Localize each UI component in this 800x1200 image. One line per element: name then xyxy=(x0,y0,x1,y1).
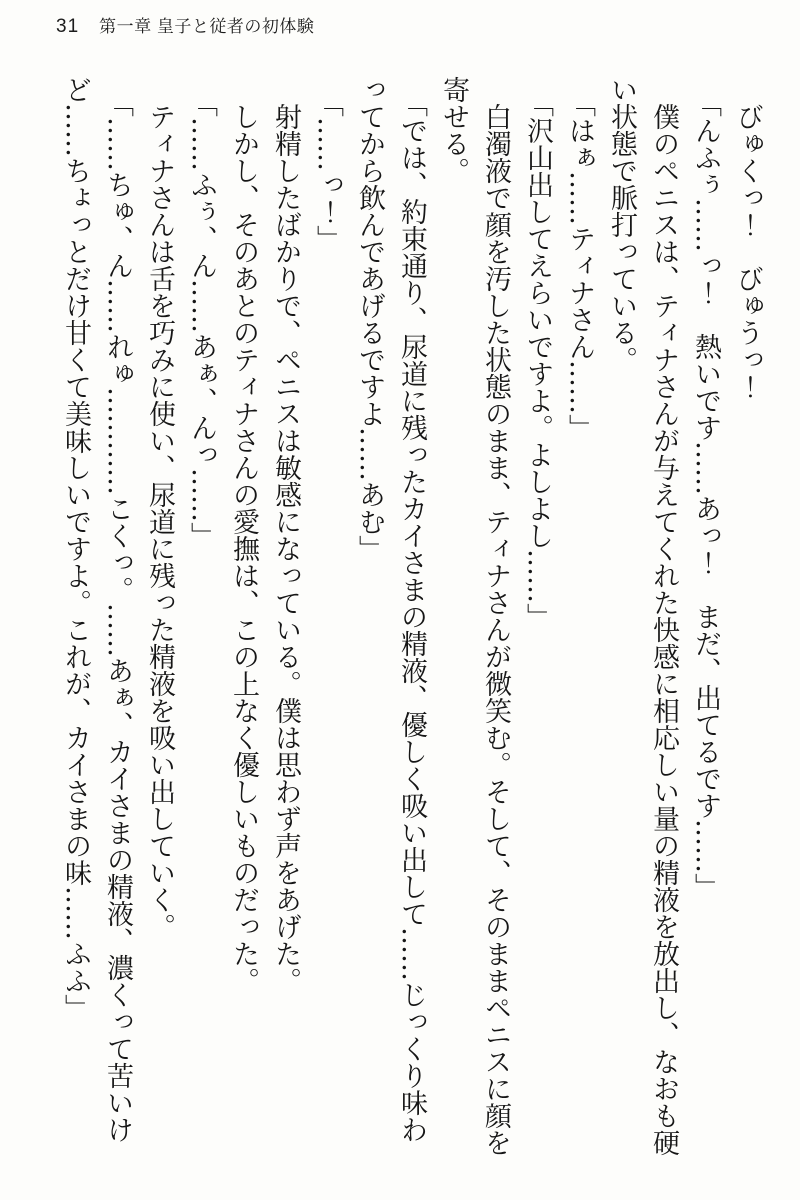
page-number: 31 xyxy=(56,16,80,37)
paragraph: 「……っ！」 xyxy=(312,89,343,252)
paragraph: 「はぁ……ティナさん……」 xyxy=(564,89,595,441)
chapter-title: 第一章 皇子と従者の初体験 xyxy=(99,17,315,36)
paragraph: 射精したばかりで、ペニスは敏感になっている。僕は思わず声をあげた。 xyxy=(270,103,301,994)
paragraph: しかし、そのあとのティナさんの愛撫は、この上なく優しいものだった。 xyxy=(228,103,259,994)
paragraph: 「んふぅ……っ！ 熱いです……あっ！ まだ、出てるです……」 xyxy=(690,89,721,900)
paragraph: 白濁液で顔を汚した状態のまま、ティナさんが微笑む。そして、そのままペニスに顔を寄せる。 xyxy=(438,76,511,1156)
paragraph: 「では、約束通り、尿道に残ったカイさまの精液、優しく吸い出して……じっくり味わってから飲んであげるですよ……あむ」 xyxy=(354,76,427,1143)
paragraph: 「……ちゅ、ん……れゅ…………こくっ。……あぁ、カイさまの精液、濃くって苦いけど……ちょっとだけ甘くて美味しいですよ。これが、カイさまの味……ふふ」 xyxy=(60,76,133,1143)
paragraph: びゅくっ！ びゅうっ！ xyxy=(732,103,763,400)
paragraph: ティナさんは舌を巧みに使い、尿道に残った精液を吸い出していく。 xyxy=(144,103,175,940)
page-header xyxy=(56,12,314,38)
text-block xyxy=(54,76,768,1166)
paragraph: 僕のペニスは、ティナさんが与えてくれた快感に相応しい量の精液を放出し、なおも硬い状態で脈打っている。 xyxy=(606,76,679,1156)
paragraph: 「沢山出してえらいですよ。よしよし……」 xyxy=(522,89,553,630)
paragraph: 「……ふぅ、ん……あぁ、んっ……」 xyxy=(186,89,217,549)
